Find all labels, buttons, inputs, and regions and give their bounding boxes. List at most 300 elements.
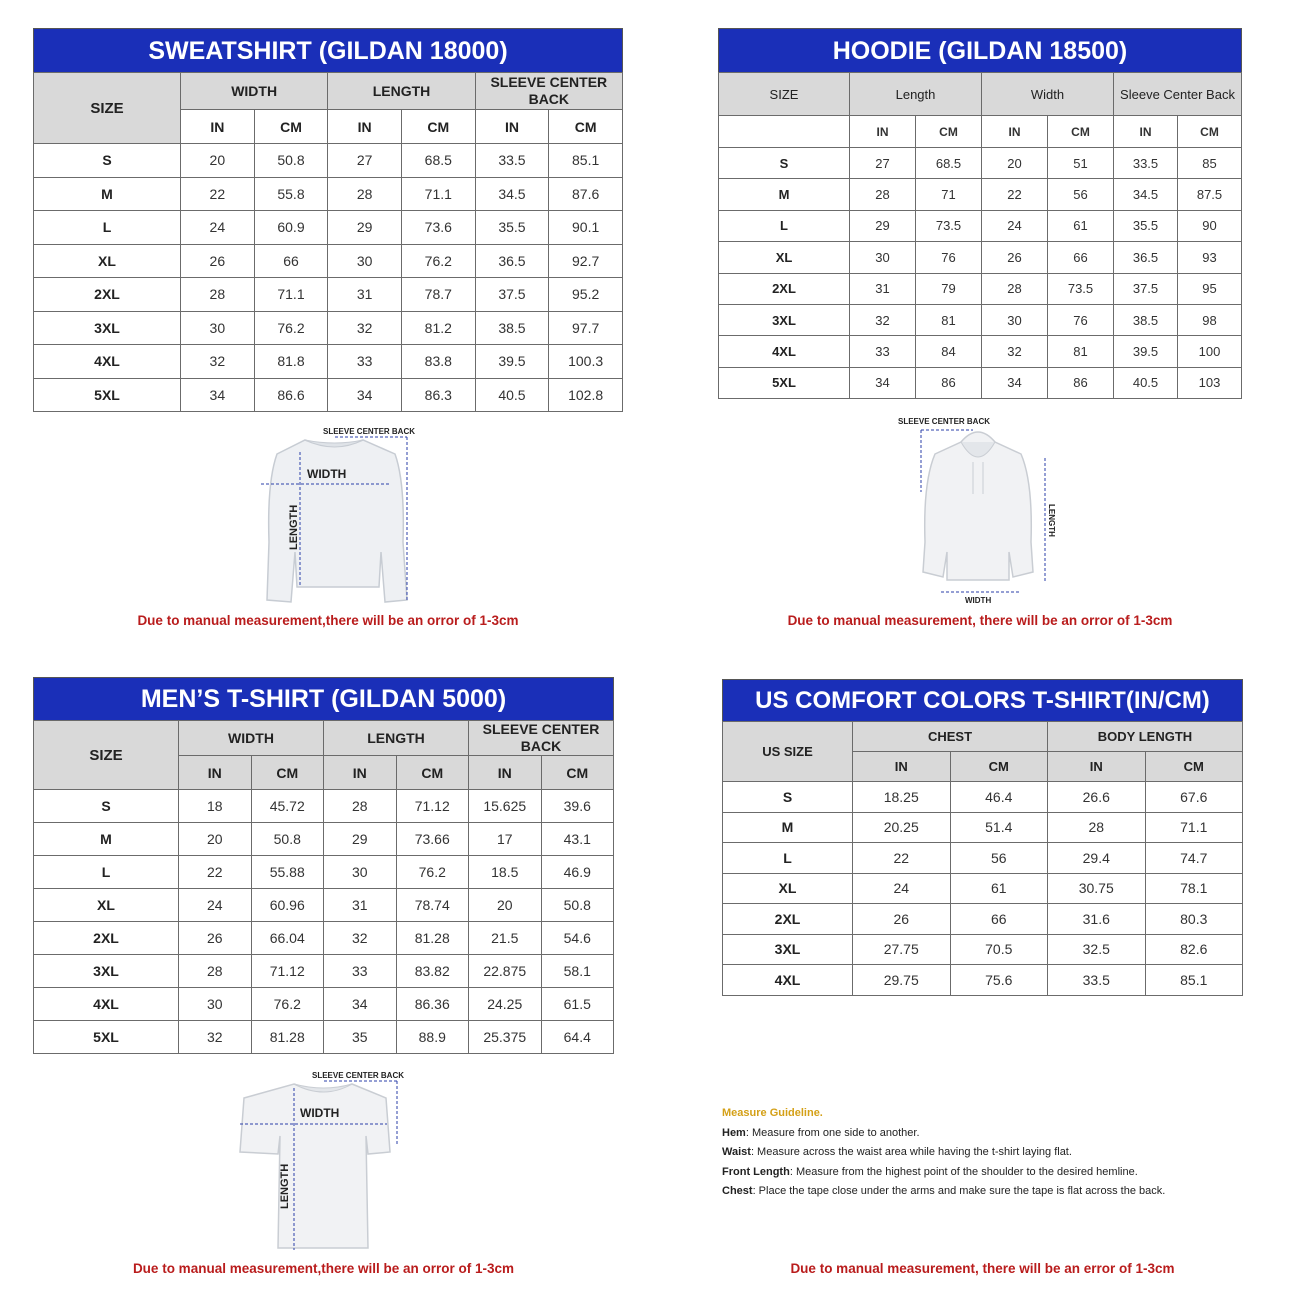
value-cell: 100 xyxy=(1178,336,1242,367)
size-cell: 2XL xyxy=(34,278,181,312)
value-cell: 34 xyxy=(324,988,397,1021)
table-row xyxy=(723,873,1243,904)
value-cell: 86.3 xyxy=(401,378,475,412)
table-row xyxy=(34,1021,614,1054)
value-cell: 20 xyxy=(469,889,542,922)
value-cell: 30 xyxy=(324,856,397,889)
tshirt-width-label: WIDTH xyxy=(300,1106,340,1120)
size-cell: 4XL xyxy=(719,336,850,367)
size-cell: 4XL xyxy=(34,988,179,1021)
size-cell: M xyxy=(719,179,850,210)
value-cell: 18.5 xyxy=(469,856,542,889)
sweatshirt-table xyxy=(33,72,623,412)
size-header: SIZE xyxy=(34,73,181,144)
tshirt-diagram xyxy=(232,1066,412,1256)
value-cell: 30 xyxy=(982,304,1048,335)
value-cell: 85.1 xyxy=(1145,965,1243,996)
value-cell: 54.6 xyxy=(541,922,614,955)
size-header: SIZE xyxy=(34,721,179,790)
size-cell: L xyxy=(34,856,179,889)
table-row xyxy=(34,244,623,278)
chest-header: CHEST xyxy=(853,722,1048,752)
value-cell: 71.12 xyxy=(251,955,324,988)
guide-item-front-length: Front Length: Measure from the highest point of the shoulder to the desired hemline. xyxy=(722,1165,1138,1178)
value-cell: 39.5 xyxy=(1114,336,1178,367)
value-cell: 20 xyxy=(179,823,252,856)
value-cell: 15.625 xyxy=(469,790,542,823)
value-cell: 30.75 xyxy=(1048,873,1146,904)
tshirt-sleeve-label: SLEEVE CENTER BACK xyxy=(312,1071,405,1080)
hoodie-size-chart xyxy=(718,28,1242,399)
size-cell: XL xyxy=(34,889,179,922)
value-cell: 22 xyxy=(181,177,255,211)
hoodie-length-label: LENGTH xyxy=(1047,504,1056,537)
value-cell: 34.5 xyxy=(1114,179,1178,210)
value-cell: 75.6 xyxy=(950,965,1048,996)
value-cell: 31 xyxy=(328,278,402,312)
value-cell: 33.5 xyxy=(1048,965,1146,996)
table-row xyxy=(34,889,614,922)
value-cell: 93 xyxy=(1178,242,1242,273)
guide-item-waist: Waist: Measure across the waist area while having the t-shirt laying flat. xyxy=(722,1146,1072,1159)
value-cell: 76 xyxy=(1048,304,1114,335)
value-cell: 66.04 xyxy=(251,922,324,955)
value-cell: 66 xyxy=(1048,242,1114,273)
value-cell: 40.5 xyxy=(475,378,549,412)
table-row xyxy=(719,336,1242,367)
value-cell: 24 xyxy=(181,211,255,245)
size-cell: S xyxy=(34,144,181,178)
unit-cm: CM xyxy=(549,110,623,144)
table-row xyxy=(719,210,1242,241)
value-cell: 71.1 xyxy=(254,278,328,312)
value-cell: 68.5 xyxy=(916,148,982,179)
size-cell: M xyxy=(723,812,853,843)
unit-cm: CM xyxy=(1145,752,1243,782)
value-cell: 29 xyxy=(328,211,402,245)
value-cell: 97.7 xyxy=(549,311,623,345)
value-cell: 34 xyxy=(181,378,255,412)
value-cell: 26 xyxy=(179,922,252,955)
size-cell: S xyxy=(719,148,850,179)
value-cell: 29 xyxy=(324,823,397,856)
guide-item-hem: Hem: Measure from one side to another. xyxy=(722,1126,920,1139)
value-cell: 33 xyxy=(850,336,916,367)
value-cell: 30 xyxy=(181,311,255,345)
value-cell: 86.6 xyxy=(254,378,328,412)
size-cell: 2XL xyxy=(723,904,853,935)
value-cell: 26 xyxy=(982,242,1048,273)
value-cell: 27.75 xyxy=(853,934,951,965)
value-cell: 78.74 xyxy=(396,889,469,922)
value-cell: 81.8 xyxy=(254,345,328,379)
value-cell: 30 xyxy=(179,988,252,1021)
value-cell: 24 xyxy=(982,210,1048,241)
sweatshirt-title: SWEATSHIRT (GILDAN 18000) xyxy=(33,28,623,72)
size-cell: 3XL xyxy=(723,934,853,965)
tshirt-note: Due to manual measurement,there will be an orror of 1-3cm xyxy=(132,1261,515,1276)
value-cell: 78.7 xyxy=(401,278,475,312)
value-cell: 22.875 xyxy=(469,955,542,988)
value-cell: 18 xyxy=(179,790,252,823)
value-cell: 29.4 xyxy=(1048,843,1146,874)
value-cell: 60.9 xyxy=(254,211,328,245)
sweatshirt-note: Due to manual measurement,there will be an orror of 1-3cm xyxy=(137,613,519,628)
guide-heading: Measure Guideline. xyxy=(722,1107,823,1119)
value-cell: 50.8 xyxy=(254,144,328,178)
size-cell: L xyxy=(723,843,853,874)
hoodie-width-label: WIDTH xyxy=(965,596,992,605)
width-header: WIDTH xyxy=(179,721,324,756)
value-cell: 81.2 xyxy=(401,311,475,345)
value-cell: 90 xyxy=(1178,210,1242,241)
value-cell: 88.9 xyxy=(396,1021,469,1054)
value-cell: 81.28 xyxy=(251,1021,324,1054)
value-cell: 87.6 xyxy=(549,177,623,211)
value-cell: 81 xyxy=(916,304,982,335)
unit-in: IN xyxy=(982,116,1048,148)
value-cell: 18.25 xyxy=(853,782,951,813)
table-row xyxy=(34,988,614,1021)
value-cell: 84 xyxy=(916,336,982,367)
sleeve-header: Sleeve Center Back xyxy=(1114,73,1242,116)
value-cell: 61 xyxy=(950,873,1048,904)
size-cell: 4XL xyxy=(723,965,853,996)
value-cell: 86 xyxy=(916,367,982,398)
value-cell: 24 xyxy=(853,873,951,904)
tshirt-table xyxy=(33,720,614,1054)
table-row xyxy=(34,856,614,889)
tshirt-size-chart xyxy=(33,677,614,1054)
value-cell: 37.5 xyxy=(1114,273,1178,304)
value-cell: 25.375 xyxy=(469,1021,542,1054)
size-cell: 5XL xyxy=(34,378,181,412)
value-cell: 39.6 xyxy=(541,790,614,823)
value-cell: 85 xyxy=(1178,148,1242,179)
sweatshirt-rows xyxy=(34,144,623,412)
size-cell: XL xyxy=(719,242,850,273)
value-cell: 71.1 xyxy=(1145,812,1243,843)
size-cell: 3XL xyxy=(34,311,181,345)
value-cell: 28 xyxy=(324,790,397,823)
length-header: LENGTH xyxy=(328,73,475,110)
value-cell: 73.5 xyxy=(1048,273,1114,304)
value-cell: 61.5 xyxy=(541,988,614,1021)
hoodie-title: HOODIE (GILDAN 18500) xyxy=(718,28,1242,72)
table-row xyxy=(34,211,623,245)
unit-in: IN xyxy=(850,116,916,148)
unit-in: IN xyxy=(324,756,397,790)
value-cell: 76.2 xyxy=(401,244,475,278)
value-cell: 28 xyxy=(850,179,916,210)
value-cell: 43.1 xyxy=(541,823,614,856)
table-row xyxy=(723,904,1243,935)
value-cell: 27 xyxy=(328,144,402,178)
value-cell: 66 xyxy=(950,904,1048,935)
value-cell: 70.5 xyxy=(950,934,1048,965)
value-cell: 22 xyxy=(982,179,1048,210)
value-cell: 102.8 xyxy=(549,378,623,412)
value-cell: 51.4 xyxy=(950,812,1048,843)
value-cell: 68.5 xyxy=(401,144,475,178)
value-cell: 98 xyxy=(1178,304,1242,335)
value-cell: 32 xyxy=(850,304,916,335)
value-cell: 28 xyxy=(1048,812,1146,843)
value-cell: 33 xyxy=(328,345,402,379)
value-cell: 90.1 xyxy=(549,211,623,245)
value-cell: 31 xyxy=(850,273,916,304)
value-cell: 71 xyxy=(916,179,982,210)
value-cell: 71.1 xyxy=(401,177,475,211)
value-cell: 26.6 xyxy=(1048,782,1146,813)
unit-cm: CM xyxy=(396,756,469,790)
value-cell: 86 xyxy=(1048,367,1114,398)
value-cell: 51 xyxy=(1048,148,1114,179)
table-row xyxy=(34,278,623,312)
hoodie-note: Due to manual measurement, there will be an orror of 1-3cm xyxy=(787,613,1173,628)
sweatshirt-width-label: WIDTH xyxy=(307,467,347,481)
us-size-header: US SIZE xyxy=(723,722,853,782)
size-cell: 3XL xyxy=(719,304,850,335)
unit-cm: CM xyxy=(916,116,982,148)
unit-in: IN xyxy=(181,110,255,144)
value-cell: 28 xyxy=(328,177,402,211)
value-cell: 33.5 xyxy=(1114,148,1178,179)
value-cell: 73.66 xyxy=(396,823,469,856)
value-cell: 79 xyxy=(916,273,982,304)
value-cell: 83.8 xyxy=(401,345,475,379)
value-cell: 76.2 xyxy=(396,856,469,889)
table-row xyxy=(719,273,1242,304)
tshirt-title: MEN’S T-SHIRT (GILDAN 5000) xyxy=(33,677,614,720)
size-cell: M xyxy=(34,823,179,856)
value-cell: 76.2 xyxy=(254,311,328,345)
table-row xyxy=(723,782,1243,813)
hoodie-table xyxy=(718,72,1242,399)
value-cell: 35.5 xyxy=(1114,210,1178,241)
value-cell: 80.3 xyxy=(1145,904,1243,935)
unit-in: IN xyxy=(853,752,951,782)
value-cell: 20.25 xyxy=(853,812,951,843)
value-cell: 92.7 xyxy=(549,244,623,278)
size-cell: L xyxy=(719,210,850,241)
unit-cm: CM xyxy=(1048,116,1114,148)
size-header: SIZE xyxy=(719,73,850,116)
value-cell: 64.4 xyxy=(541,1021,614,1054)
value-cell: 50.8 xyxy=(251,823,324,856)
value-cell: 37.5 xyxy=(475,278,549,312)
hoodie-sleeve-label: SLEEVE CENTER BACK xyxy=(898,417,991,426)
value-cell: 17 xyxy=(469,823,542,856)
value-cell: 46.9 xyxy=(541,856,614,889)
value-cell: 81.28 xyxy=(396,922,469,955)
unit-cm: CM xyxy=(950,752,1048,782)
value-cell: 34 xyxy=(328,378,402,412)
value-cell: 58.1 xyxy=(541,955,614,988)
value-cell: 30 xyxy=(850,242,916,273)
table-row xyxy=(34,790,614,823)
size-cell: M xyxy=(34,177,181,211)
value-cell: 40.5 xyxy=(1114,367,1178,398)
table-row xyxy=(723,812,1243,843)
table-row xyxy=(34,378,623,412)
comfort-title: US COMFORT COLORS T-SHIRT(IN/CM) xyxy=(722,679,1243,721)
table-row xyxy=(34,311,623,345)
value-cell: 76.2 xyxy=(251,988,324,1021)
table-row xyxy=(723,965,1243,996)
value-cell: 45.72 xyxy=(251,790,324,823)
table-row xyxy=(34,144,623,178)
value-cell: 30 xyxy=(328,244,402,278)
value-cell: 55.8 xyxy=(254,177,328,211)
value-cell: 35 xyxy=(324,1021,397,1054)
unit-cm: CM xyxy=(541,756,614,790)
value-cell: 32 xyxy=(181,345,255,379)
unit-cm: CM xyxy=(251,756,324,790)
size-cell: XL xyxy=(723,873,853,904)
value-cell: 36.5 xyxy=(475,244,549,278)
value-cell: 56 xyxy=(1048,179,1114,210)
unit-in: IN xyxy=(1048,752,1146,782)
value-cell: 56 xyxy=(950,843,1048,874)
value-cell: 31 xyxy=(324,889,397,922)
sleeve-header: SLEEVE CENTER BACK xyxy=(469,721,614,756)
table-row xyxy=(719,367,1242,398)
unit-in: IN xyxy=(179,756,252,790)
unit-in: IN xyxy=(469,756,542,790)
size-cell: S xyxy=(34,790,179,823)
value-cell: 95.2 xyxy=(549,278,623,312)
value-cell: 29 xyxy=(850,210,916,241)
unit-cm: CM xyxy=(401,110,475,144)
value-cell: 22 xyxy=(853,843,951,874)
table-row xyxy=(34,955,614,988)
sweatshirt-size-chart xyxy=(33,28,623,412)
size-cell: 5XL xyxy=(719,367,850,398)
unit-cm: CM xyxy=(254,110,328,144)
value-cell: 61 xyxy=(1048,210,1114,241)
value-cell: 32 xyxy=(179,1021,252,1054)
measure-guideline xyxy=(722,1104,1292,1202)
value-cell: 31.6 xyxy=(1048,904,1146,935)
sleeve-header: SLEEVE CENTER BACK xyxy=(475,73,622,110)
guide-item-chest: Chest: Place the tape close under the arms and make sure the tape is flat across the back. xyxy=(722,1185,1166,1198)
value-cell: 87.5 xyxy=(1178,179,1242,210)
table-row xyxy=(719,304,1242,335)
tshirt-rows xyxy=(34,790,614,1054)
value-cell: 74.7 xyxy=(1145,843,1243,874)
size-cell: 4XL xyxy=(34,345,181,379)
value-cell: 103 xyxy=(1178,367,1242,398)
value-cell: 32.5 xyxy=(1048,934,1146,965)
value-cell: 29.75 xyxy=(853,965,951,996)
size-cell: 3XL xyxy=(34,955,179,988)
value-cell: 27 xyxy=(850,148,916,179)
value-cell: 32 xyxy=(328,311,402,345)
size-cell: 2XL xyxy=(719,273,850,304)
table-row xyxy=(34,823,614,856)
table-row xyxy=(34,345,623,379)
value-cell: 82.6 xyxy=(1145,934,1243,965)
hoodie-rows xyxy=(719,148,1242,399)
value-cell: 60.96 xyxy=(251,889,324,922)
value-cell: 73.5 xyxy=(916,210,982,241)
value-cell: 85.1 xyxy=(549,144,623,178)
value-cell: 33 xyxy=(324,955,397,988)
value-cell: 28 xyxy=(982,273,1048,304)
comfort-size-chart xyxy=(722,679,1243,996)
length-header: Length xyxy=(850,73,982,116)
value-cell: 46.4 xyxy=(950,782,1048,813)
unit-in: IN xyxy=(475,110,549,144)
value-cell: 71.12 xyxy=(396,790,469,823)
value-cell: 24.25 xyxy=(469,988,542,1021)
value-cell: 24 xyxy=(179,889,252,922)
body-length-header: BODY LENGTH xyxy=(1048,722,1243,752)
width-header: WIDTH xyxy=(181,73,328,110)
size-cell: S xyxy=(723,782,853,813)
table-row xyxy=(34,922,614,955)
value-cell: 50.8 xyxy=(541,889,614,922)
comfort-table xyxy=(722,721,1243,996)
value-cell: 67.6 xyxy=(1145,782,1243,813)
table-row xyxy=(723,843,1243,874)
table-row xyxy=(719,148,1242,179)
value-cell: 26 xyxy=(853,904,951,935)
value-cell: 34 xyxy=(850,367,916,398)
length-header: LENGTH xyxy=(324,721,469,756)
value-cell: 66 xyxy=(254,244,328,278)
value-cell: 39.5 xyxy=(475,345,549,379)
unit-cm: CM xyxy=(1178,116,1242,148)
value-cell: 34.5 xyxy=(475,177,549,211)
value-cell: 76 xyxy=(916,242,982,273)
value-cell: 36.5 xyxy=(1114,242,1178,273)
value-cell: 28 xyxy=(181,278,255,312)
value-cell: 20 xyxy=(982,148,1048,179)
value-cell: 55.88 xyxy=(251,856,324,889)
value-cell: 38.5 xyxy=(475,311,549,345)
value-cell: 34 xyxy=(982,367,1048,398)
value-cell: 21.5 xyxy=(469,922,542,955)
value-cell: 83.82 xyxy=(396,955,469,988)
sweatshirt-diagram xyxy=(245,422,425,612)
blank-cell xyxy=(719,116,850,148)
value-cell: 20 xyxy=(181,144,255,178)
value-cell: 100.3 xyxy=(549,345,623,379)
tshirt-length-label: LENGTH xyxy=(279,1163,291,1209)
value-cell: 38.5 xyxy=(1114,304,1178,335)
sweatshirt-sleeve-label: SLEEVE CENTER BACK xyxy=(323,427,416,436)
value-cell: 22 xyxy=(179,856,252,889)
comfort-note: Due to manual measurement, there will be an error of 1-3cm xyxy=(790,1261,1175,1276)
hoodie-diagram xyxy=(893,412,1068,607)
size-cell: XL xyxy=(34,244,181,278)
value-cell: 32 xyxy=(982,336,1048,367)
comfort-rows xyxy=(723,782,1243,996)
value-cell: 86.36 xyxy=(396,988,469,1021)
table-row xyxy=(719,179,1242,210)
size-cell: L xyxy=(34,211,181,245)
unit-in: IN xyxy=(328,110,402,144)
size-cell: 5XL xyxy=(34,1021,179,1054)
value-cell: 81 xyxy=(1048,336,1114,367)
table-row xyxy=(723,934,1243,965)
value-cell: 78.1 xyxy=(1145,873,1243,904)
value-cell: 73.6 xyxy=(401,211,475,245)
value-cell: 95 xyxy=(1178,273,1242,304)
value-cell: 33.5 xyxy=(475,144,549,178)
